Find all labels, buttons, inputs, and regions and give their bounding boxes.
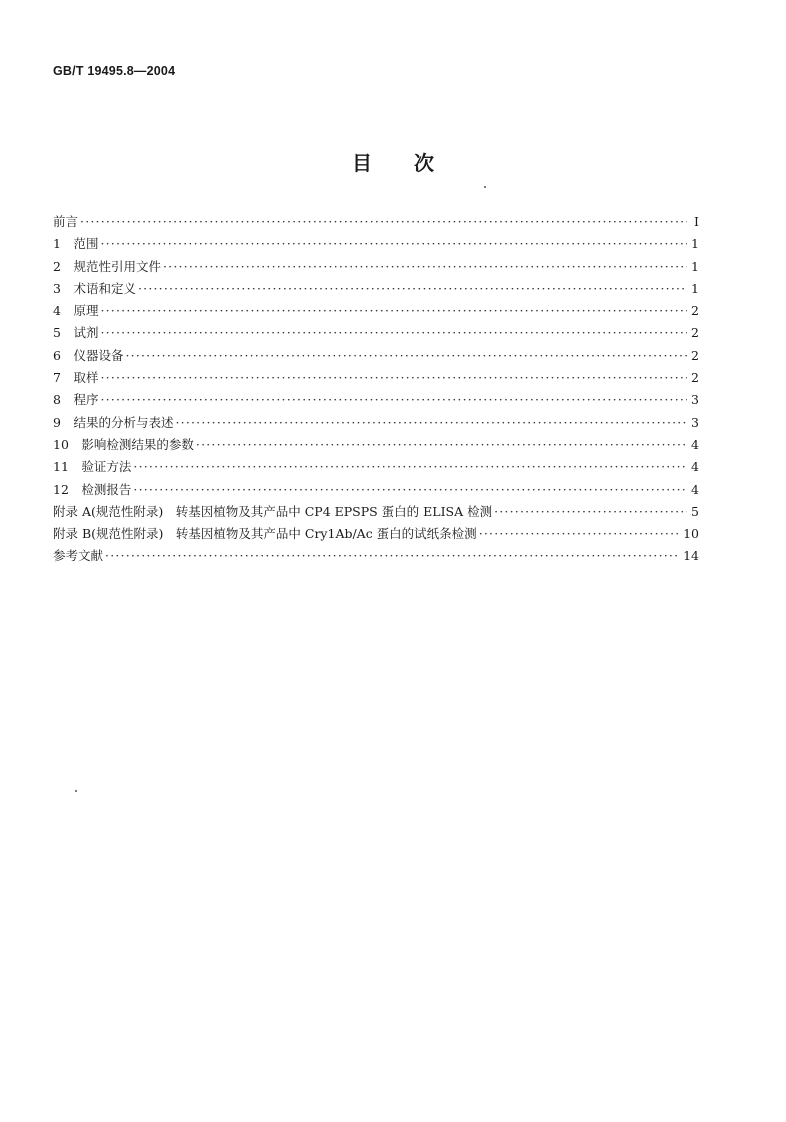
- toc-leader-dots: [138, 281, 687, 296]
- scan-speck: [75, 790, 77, 792]
- toc-leader-dots: [133, 482, 687, 497]
- toc-leader-dots: [100, 370, 687, 385]
- toc-entry-page: 1: [691, 258, 699, 274]
- toc-leader-dots: [196, 437, 687, 452]
- toc-entry-label: 11 验证方法: [53, 459, 132, 475]
- toc-leader-dots: [100, 392, 687, 407]
- toc-entry-annex-b[interactable]: [53, 524, 699, 546]
- toc-title: 目次: [352, 151, 476, 175]
- toc-entry-page: I: [694, 214, 699, 229]
- toc-entry-label: 参考文献: [53, 548, 104, 564]
- toc-entry-page: 2: [691, 325, 699, 341]
- toc-entry-sampling[interactable]: [53, 368, 699, 390]
- toc-entry-reagents[interactable]: [53, 323, 699, 345]
- document-code: GB/T 19495.8—2004: [53, 64, 176, 78]
- toc-entry-page: 1: [691, 280, 699, 296]
- toc-entry-scope[interactable]: [53, 234, 699, 256]
- toc-entry-page: 10: [683, 526, 699, 542]
- toc-entry-results-analysis[interactable]: [53, 413, 699, 435]
- toc-entry-label: 8 程序: [53, 392, 99, 408]
- toc-entry-procedure[interactable]: [53, 390, 699, 412]
- toc-entry-page: 2: [691, 303, 699, 319]
- toc-entry-page: 4: [691, 436, 699, 452]
- toc-entry-validation-method[interactable]: [53, 457, 699, 479]
- toc-leader-dots: [80, 214, 687, 229]
- scan-speck: [484, 186, 486, 188]
- toc-entry-label: 1 范围: [53, 236, 99, 252]
- toc-entry-foreword[interactable]: [53, 212, 699, 234]
- toc-entry-label: 4 原理: [53, 303, 99, 319]
- toc-entry-page: 2: [691, 370, 699, 386]
- toc-entry-page: 4: [691, 459, 699, 475]
- toc-entry-page: 4: [691, 481, 699, 497]
- toc-entry-principle[interactable]: [53, 301, 699, 323]
- toc-entry-label: 前言: [53, 214, 79, 229]
- toc-entry-test-report[interactable]: [53, 480, 699, 502]
- toc-entry-page: 3: [691, 414, 699, 430]
- toc-entry-page: 2: [691, 347, 699, 363]
- toc-entry-label: 附录 B(规范性附录) 转基因植物及其产品中 Cry1Ab/Ac 蛋白的试纸条检测: [53, 526, 477, 542]
- toc-leader-dots: [163, 259, 687, 274]
- toc-leader-dots: [479, 526, 679, 541]
- toc-entry-page: 14: [683, 548, 699, 564]
- toc-entry-label: 附录 A(规范性附录) 转基因植物及其产品中 CP4 EPSPS 蛋白的 ELISA 检测: [53, 503, 493, 519]
- toc-entry-label: 7 取样: [53, 370, 99, 386]
- toc-entry-influencing-parameters[interactable]: [53, 435, 699, 457]
- toc-entry-normative-references[interactable]: [53, 257, 699, 279]
- toc-leader-dots: [175, 415, 687, 430]
- toc-entry-label: 9 结果的分析与表述: [53, 414, 174, 430]
- toc-leader-dots: [100, 236, 687, 251]
- toc-entry-label: 3 术语和定义: [53, 280, 136, 296]
- toc-entry-page: 5: [691, 503, 699, 519]
- toc-leader-dots: [125, 348, 687, 363]
- toc-entry-label: 6 仪器设备: [53, 347, 124, 363]
- toc-leader-dots: [100, 325, 687, 340]
- toc-entry-apparatus[interactable]: [53, 346, 699, 368]
- toc-entry-bibliography[interactable]: [53, 546, 699, 568]
- toc-leader-dots: [105, 548, 679, 563]
- toc-entry-label: 10 影响检测结果的参数: [53, 436, 194, 452]
- toc-entry-terms-definitions[interactable]: [53, 279, 699, 301]
- toc-entry-label: 12 检测报告: [53, 481, 132, 497]
- toc-entry-annex-a[interactable]: [53, 502, 699, 524]
- toc-entry-label: 5 试剂: [53, 325, 99, 341]
- toc-entry-label: 2 规范性引用文件: [53, 258, 161, 274]
- toc-entry-page: 3: [691, 392, 699, 408]
- toc-entry-page: 1: [691, 236, 699, 252]
- toc-leader-dots: [494, 504, 687, 519]
- toc-leader-dots: [133, 459, 687, 474]
- toc-leader-dots: [100, 303, 687, 318]
- table-of-contents: [53, 212, 699, 569]
